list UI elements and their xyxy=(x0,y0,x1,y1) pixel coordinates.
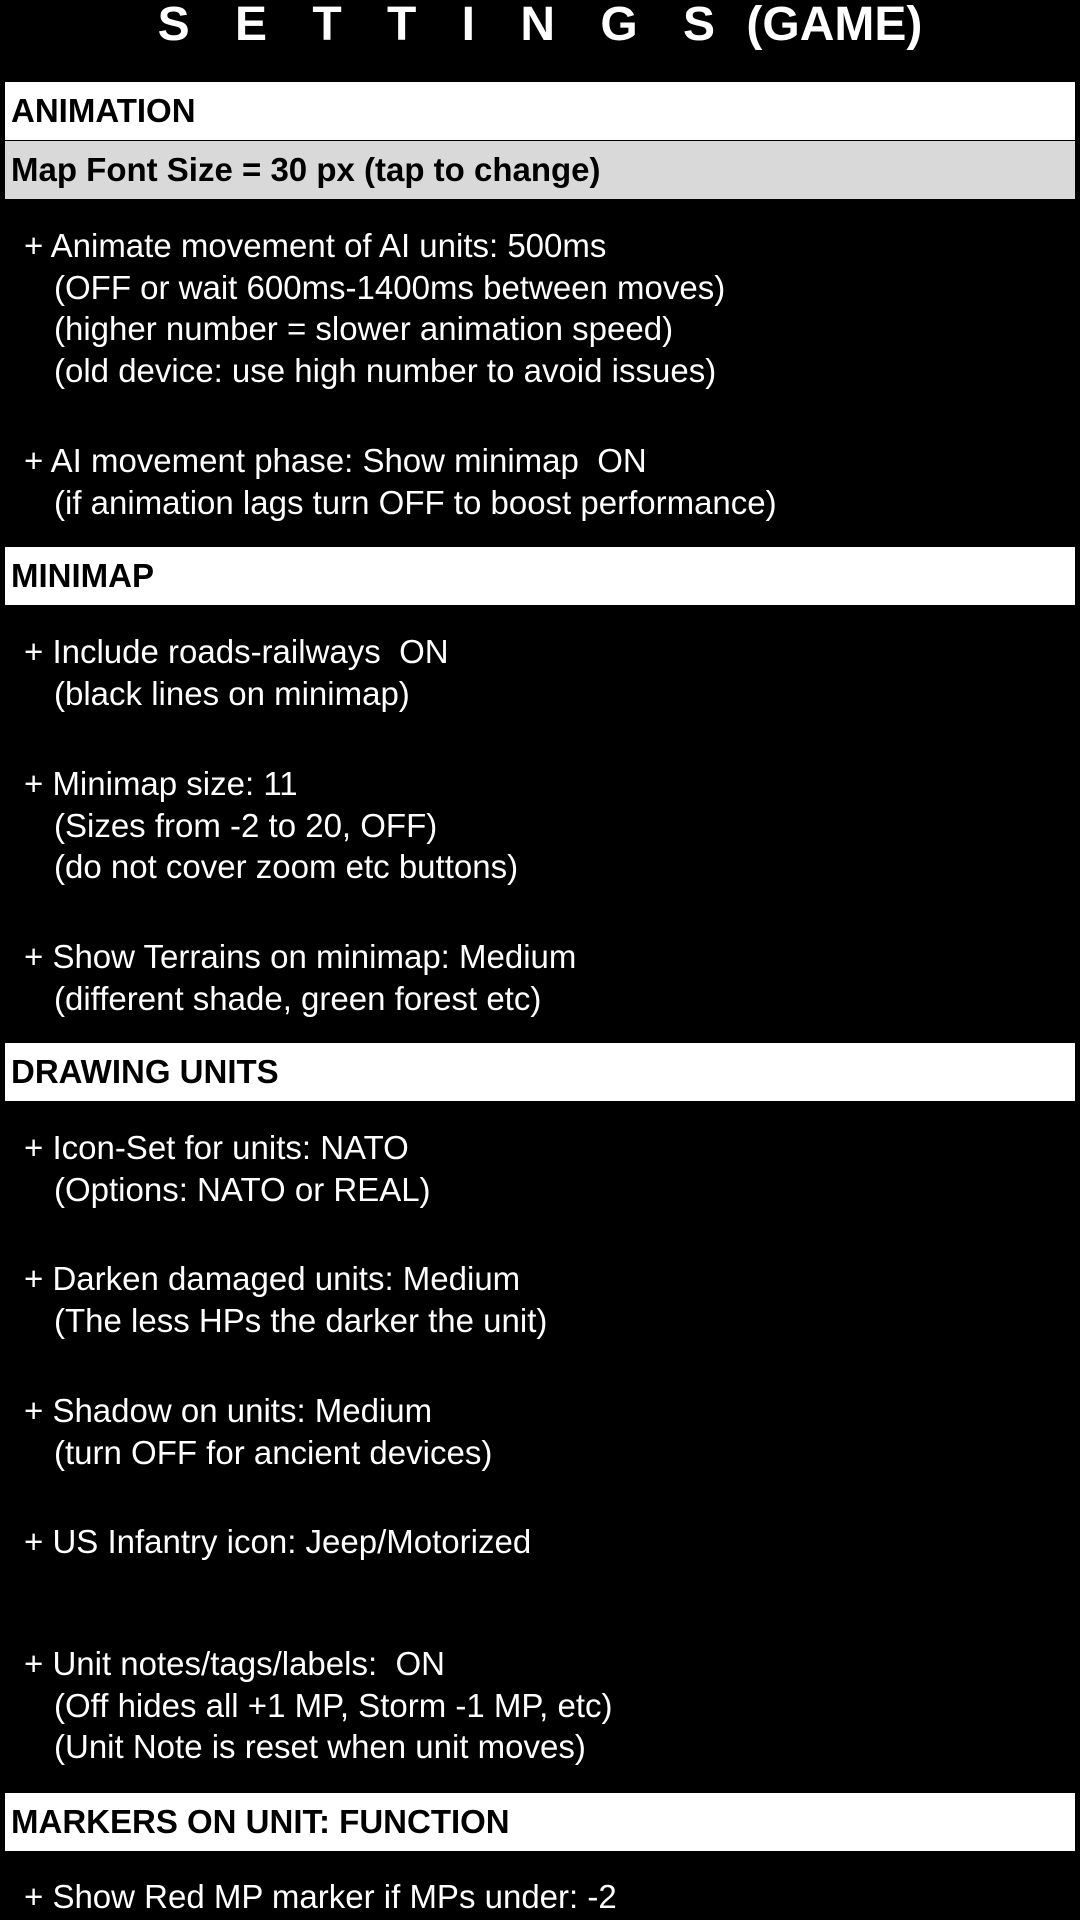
setting-red-mp-marker-label: + Show Red MP marker if MPs under: -2 xyxy=(24,1878,617,1915)
setting-note: (do not cover zoom etc buttons) xyxy=(54,848,519,885)
setting-note: (Off hides all +1 MP, Storm -1 MP, etc) xyxy=(54,1686,613,1724)
setting-minimap-size-label: + Minimap size: 11 xyxy=(24,765,298,802)
setting-ai-minimap-label: + AI movement phase: Show minimap ON xyxy=(24,442,647,479)
setting-terrains-minimap-label: + Show Terrains on minimap: Medium xyxy=(24,938,577,975)
setting-icon-set-label: + Icon-Set for units: NATO xyxy=(24,1129,409,1166)
setting-note: (black lines on minimap) xyxy=(54,674,410,712)
setting-darken-damaged[interactable] xyxy=(24,1258,1064,1341)
setting-note: (Sizes from -2 to 20, OFF) xyxy=(54,806,438,844)
setting-note: (different shade, green forest etc) xyxy=(54,979,542,1017)
setting-note: (if animation lags turn OFF to boost performance) xyxy=(54,483,777,521)
setting-roads-railways[interactable] xyxy=(24,631,1064,714)
setting-animate-movement[interactable] xyxy=(24,225,1064,391)
map-font-size-button[interactable]: Map Font Size = 30 px (tap to change) xyxy=(5,141,1075,199)
setting-ai-minimap[interactable] xyxy=(24,440,1064,523)
page-title xyxy=(0,0,1080,54)
setting-us-infantry[interactable] xyxy=(24,1521,1064,1563)
setting-note: (Options: NATO or REAL) xyxy=(54,1170,431,1208)
setting-darken-damaged-label: + Darken damaged units: Medium xyxy=(24,1260,521,1297)
section-header-minimap: MINIMAP xyxy=(5,547,1075,605)
setting-icon-set[interactable] xyxy=(24,1127,1064,1210)
section-header-drawing-units: DRAWING UNITS xyxy=(5,1043,1075,1101)
section-header-animation: ANIMATION xyxy=(5,82,1075,140)
setting-unit-notes-label: + Unit notes/tags/labels: ON xyxy=(24,1645,445,1682)
page-title-suffix: (GAME) xyxy=(746,0,923,51)
setting-roads-railways-label: + Include roads-railways ON xyxy=(24,633,449,670)
setting-note: (turn OFF for ancient devices) xyxy=(54,1433,493,1471)
setting-note: (higher number = slower animation speed) xyxy=(54,310,674,347)
setting-red-mp-marker[interactable] xyxy=(24,1876,1064,1918)
setting-shadow-units[interactable] xyxy=(24,1390,1064,1473)
setting-note: (The less HPs the darker the unit) xyxy=(54,1301,548,1339)
setting-note: (old device: use high number to avoid issues) xyxy=(54,351,717,389)
setting-terrains-minimap[interactable] xyxy=(24,936,1064,1019)
page-title-main: S E T T I N G S xyxy=(157,0,730,51)
setting-animate-movement-label: + Animate movement of AI units: 500ms xyxy=(24,227,607,264)
setting-note: (Unit Note is reset when unit moves) xyxy=(54,1728,586,1765)
setting-minimap-size[interactable] xyxy=(24,763,1064,888)
setting-unit-notes[interactable] xyxy=(24,1643,1064,1768)
setting-us-infantry-label: + US Infantry icon: Jeep/Motorized xyxy=(24,1523,532,1560)
setting-note: (OFF or wait 600ms-1400ms between moves) xyxy=(54,268,726,306)
setting-shadow-units-label: + Shadow on units: Medium xyxy=(24,1392,433,1429)
section-header-markers: MARKERS ON UNIT: FUNCTION xyxy=(5,1793,1075,1851)
